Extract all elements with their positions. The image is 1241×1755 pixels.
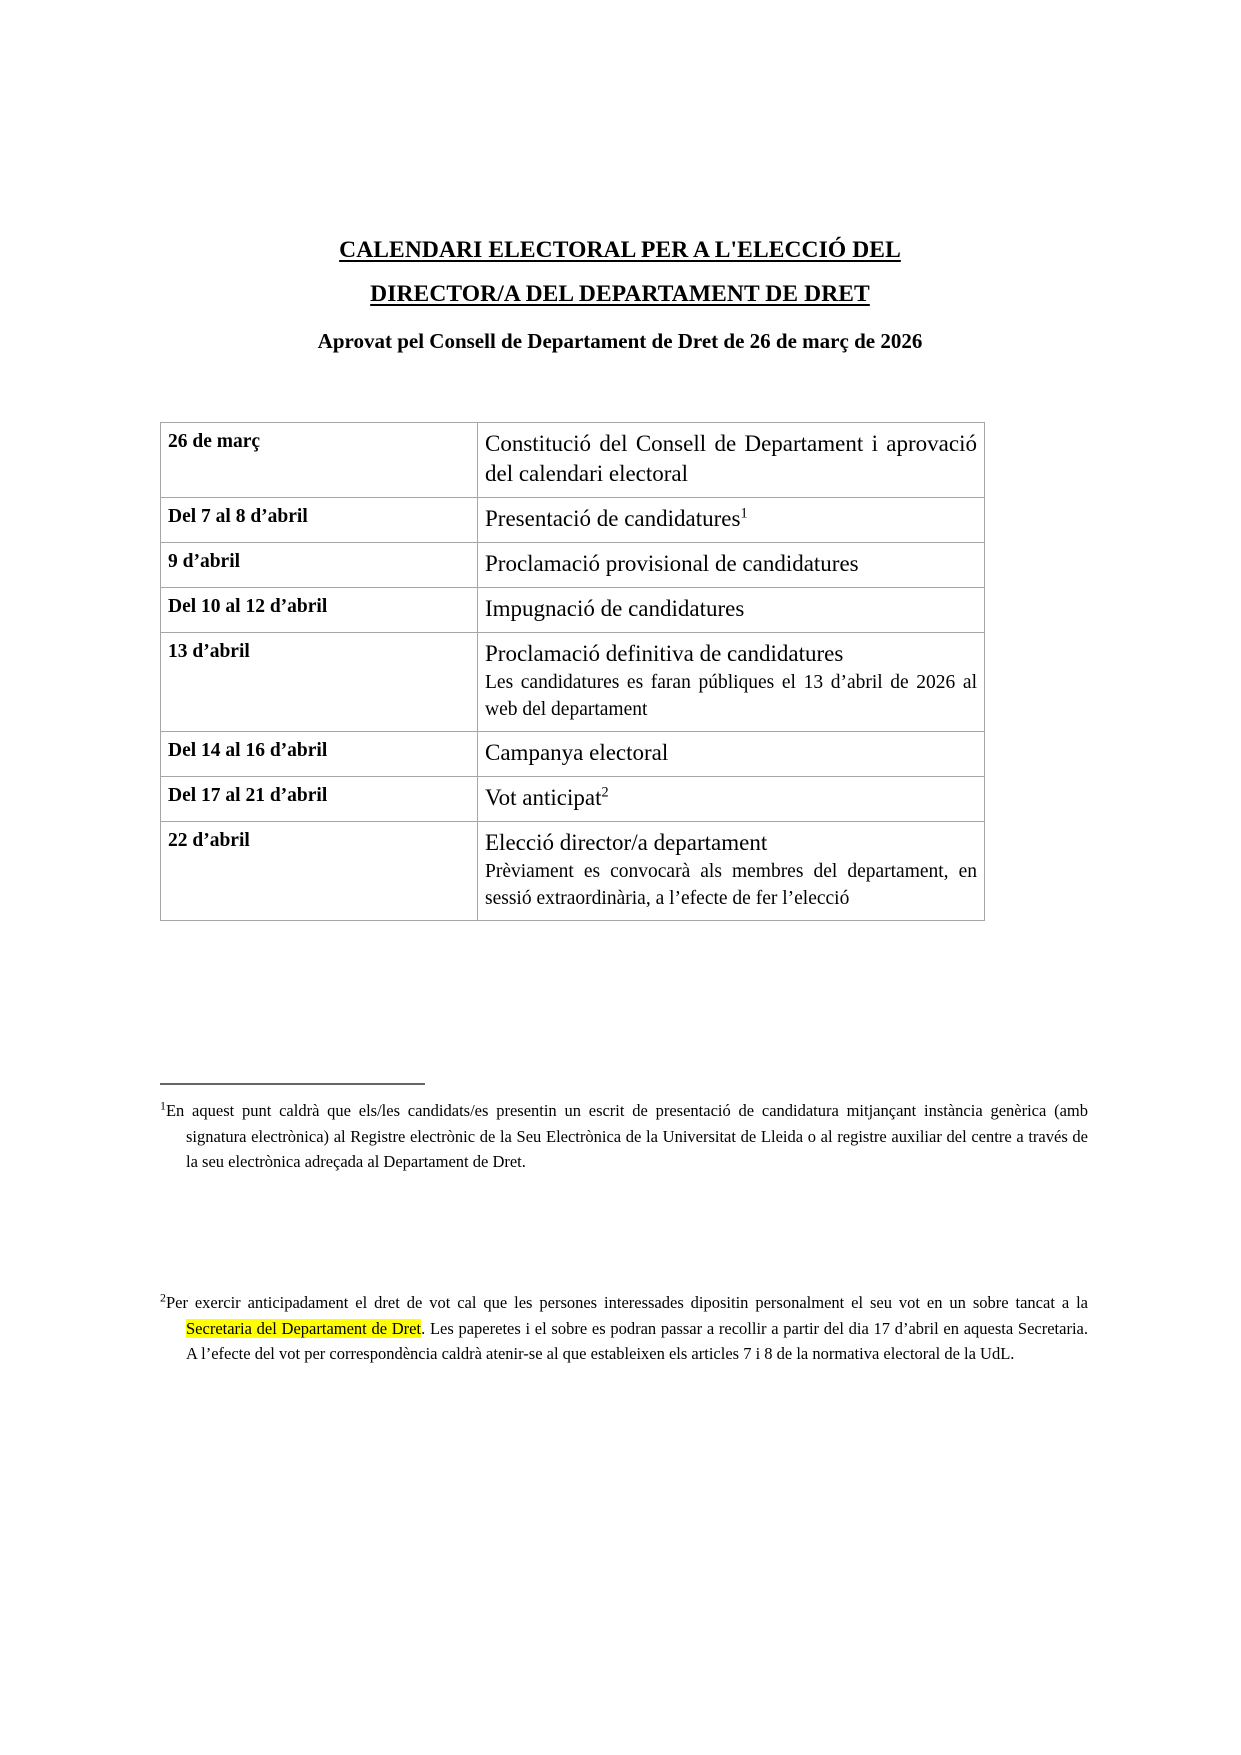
table-row [161, 588, 985, 633]
row-description-detail: Prèviament es convocarà als membres del departament, en sessió extraordinària, a l’efecte de fer l’elecció [485, 861, 977, 909]
row-description [478, 777, 985, 822]
table-row [161, 633, 985, 732]
table-row [161, 498, 985, 543]
table-row [161, 822, 985, 921]
row-description [478, 423, 985, 498]
row-description [478, 498, 985, 543]
table-row [161, 732, 985, 777]
row-description-main: Proclamació definitiva de candidatures [485, 641, 844, 666]
row-date: Del 10 al 12 d’abril [161, 588, 478, 633]
electoral-calendar-table [160, 422, 985, 921]
footnote-2-text-before: Per exercir anticipadament el dret de vot cal que les persones interessades dipositin personalment el seu vot en un sobre tancat a la [165, 1293, 1088, 1312]
table-row [161, 423, 985, 498]
row-date: Del 14 al 16 d’abril [161, 732, 478, 777]
row-description-main: Impugnació de candidatures [485, 596, 745, 621]
footnote-2-marker: 2 [160, 1290, 166, 1305]
row-description-text: Presentació de candidatures [485, 506, 741, 531]
document-heading [160, 228, 1080, 362]
row-description-main: Elecció director/a departament [485, 830, 768, 855]
footnote-1-paragraph [160, 1098, 1088, 1175]
footnote-2-body [160, 1290, 1088, 1367]
footnote-reference-2: 2 [601, 784, 609, 801]
row-description-detail: Les candidatures es faran públiques el 13 d’abril de 2026 al web del departament [485, 672, 977, 720]
footnote-1-text: En aquest punt caldrà que els/les candidats/es presentin un escrit de presentació de candidatura mitjançant instància genèrica (amb signatura electrònica) al Registre electrònic de la Seu Electrònica de la Universitat de Lleida o al registre auxiliar del centre a través de la seu electrònica adreçada al Departament de Dret. [165, 1101, 1088, 1171]
footnote-1-body [160, 1098, 1088, 1175]
document-title-line-1-text: CALENDARI ELECTORAL PER A L'ELECCIÓ DEL [339, 237, 901, 263]
row-description-main [485, 783, 977, 813]
row-date: 26 de març [161, 423, 478, 498]
footnote-1 [160, 1098, 1088, 1175]
footnote-2-text-after: . Les paperetes i el sobre es podran passar a recollir a partir del dia 17 d’abril en aquesta Secretaria. A l’efecte del vot per correspondència caldrà atenir-se al que estableixen els articles 7 i 8 de la normativa electoral de la UdL. [186, 1318, 1088, 1363]
row-description-text: Vot anticipat [485, 785, 602, 810]
document-title-line-1 [160, 228, 1080, 272]
row-description-main [485, 504, 977, 534]
row-description [478, 822, 985, 921]
footnote-separator-rule [160, 1083, 425, 1085]
footnote-1-marker: 1 [160, 1098, 166, 1113]
row-date: Del 17 al 21 d’abril [161, 777, 478, 822]
footnote-2-paragraph [160, 1290, 1088, 1367]
row-description [478, 633, 985, 732]
calendar-table-body [161, 423, 985, 921]
row-date: Del 7 al 8 d’abril [161, 498, 478, 543]
row-date: 13 d’abril [161, 633, 478, 732]
row-description-main: Constitució del Consell de Departament i aprovació del calendari electoral [485, 431, 977, 486]
row-date: 9 d’abril [161, 543, 478, 588]
document-title-line-2-text: DIRECTOR/A DEL DEPARTAMENT DE DRET [370, 281, 870, 307]
footnote-2-highlighted-text: Secretaria del Departament de Dret [186, 1318, 422, 1338]
row-description [478, 588, 985, 633]
row-description [478, 543, 985, 588]
row-description [478, 732, 985, 777]
footnote-reference-1: 1 [740, 505, 748, 522]
document-title-line-2 [160, 272, 1080, 316]
document-subtitle: Aprovat pel Consell de Departament de Dret de 26 de març de 2026 [317, 329, 923, 353]
table-row [161, 777, 985, 822]
table-row [161, 543, 985, 588]
row-description-main: Campanya electoral [485, 740, 669, 765]
footnote-2 [160, 1290, 1088, 1367]
row-description-main: Proclamació provisional de candidatures [485, 551, 859, 576]
row-date: 22 d’abril [161, 822, 478, 921]
